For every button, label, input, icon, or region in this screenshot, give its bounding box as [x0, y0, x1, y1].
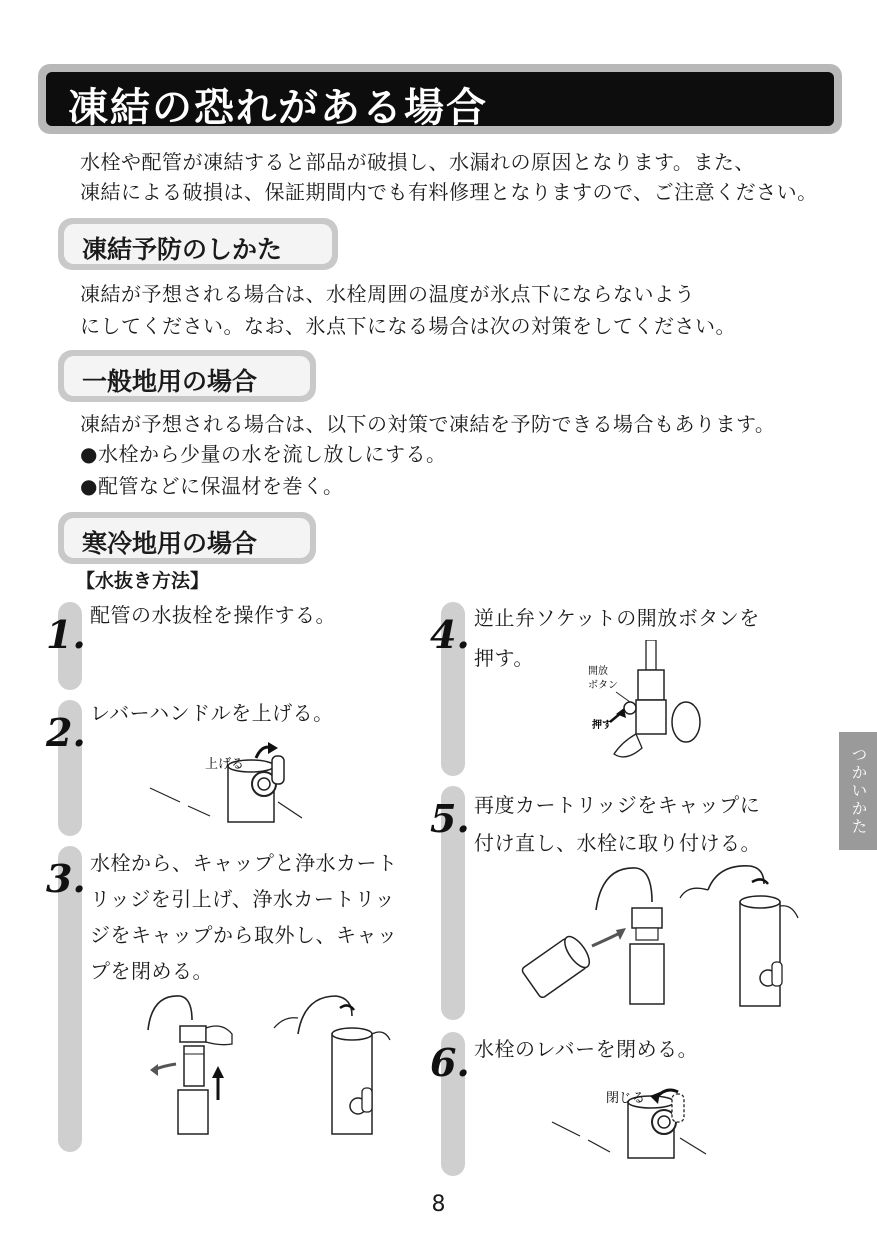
step-3-figure: [140, 988, 400, 1136]
step-2-number: 2.: [46, 710, 86, 755]
step-3-line-4: プを閉める。: [90, 959, 213, 983]
step-6-figure-label: 閉じる: [606, 1091, 646, 1106]
step-2-text: [90, 696, 334, 730]
step-4-figure-label-a: 開放: [588, 666, 608, 677]
step-5-text: [474, 786, 761, 862]
step-1-number: 1.: [46, 612, 86, 657]
cold-heading: 寒冷地用の場合: [82, 529, 258, 558]
general-heading: 一般地用の場合: [82, 367, 258, 396]
general-bullet-2: ●配管などに保温材を巻く。: [80, 474, 344, 498]
step-3-text: [90, 845, 398, 989]
section-heading-cold: [58, 512, 316, 564]
title-bar: [38, 64, 842, 134]
step-6-number: 6.: [430, 1040, 470, 1085]
method-label: 【水抜き方法】: [76, 570, 210, 592]
page-title: 凍結の恐れがある場合: [68, 85, 488, 131]
step-4-figure-label-b: ボタン: [588, 680, 618, 691]
step-3-line-2: リッジを引上げ、浄水カートリッ: [90, 887, 396, 911]
step-4-figure: [586, 640, 706, 770]
general-line-1: 凍結が予想される場合は、以下の対策で凍結を予防できる場合もあります。: [80, 412, 776, 436]
step-3-line-3: ジをキャップから取外し、キャッ: [90, 923, 398, 947]
intro-line-2: 凍結による破損は、保証期間内でも有料修理となりますので、ご注意ください。: [80, 180, 818, 204]
step-4-number: 4.: [430, 612, 470, 657]
step-5-line-2: 付け直し、水栓に取り付ける。: [474, 831, 761, 855]
step-6-text: [474, 1032, 698, 1066]
step-5-number: 5.: [430, 796, 470, 841]
step-5-figure: [512, 862, 802, 1010]
step-6-figure: [548, 1072, 728, 1164]
prevention-line-1: 凍結が予想される場合は、水栓周囲の温度が氷点下にならないよう: [80, 282, 695, 306]
step-2-figure-label: 上げる: [205, 757, 245, 772]
section-heading-general: [58, 350, 316, 402]
prevention-line-2: にしてください。なお、氷点下になる場合は次の対策をしてください。: [80, 314, 736, 338]
step-1-text: [90, 598, 336, 632]
step-2-line-1: レバーハンドルを上げる。: [90, 701, 334, 725]
page-number: 8: [431, 1192, 446, 1217]
step-3-line-1: 水栓から、キャップと浄水カート: [90, 851, 398, 875]
step-3-number: 3.: [46, 856, 86, 901]
intro-line-1: 水栓や配管が凍結すると部品が破損し、水漏れの原因となります。また、: [80, 150, 755, 174]
step-1-line-1: 配管の水抜栓を操作する。: [90, 603, 336, 627]
side-tab[interactable]: [839, 732, 877, 850]
step-6-line-1: 水栓のレバーを閉める。: [474, 1037, 699, 1061]
prevention-heading: 凍結予防のしかた: [82, 235, 283, 264]
step-4-figure-label-c: 押す: [592, 720, 612, 731]
section-heading-prevention: [58, 218, 338, 270]
title-background: [46, 72, 834, 131]
step-4-line-2: 押す。: [474, 646, 534, 670]
general-bullet-1: ●水栓から少量の水を流し放しにする。: [80, 442, 447, 466]
step-5-line-1: 再度カートリッジをキャップに: [474, 793, 761, 817]
side-tab-label: つかいかた: [849, 746, 868, 836]
step-2-figure: [140, 740, 310, 830]
step-4-line-1: 逆止弁ソケットの開放ボタンを: [474, 606, 760, 630]
